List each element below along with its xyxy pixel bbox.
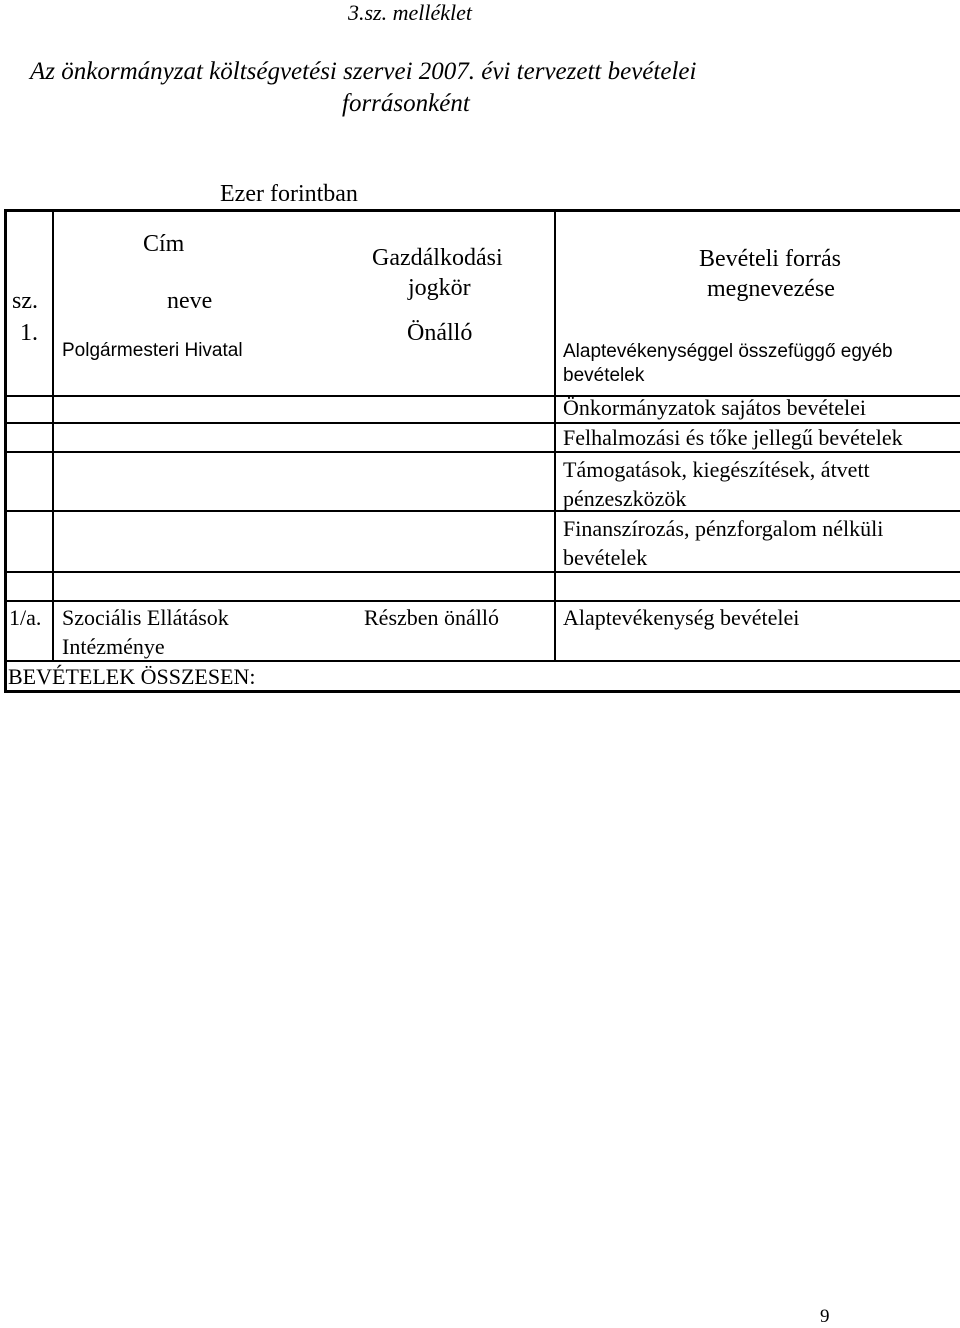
header-name: neve — [167, 288, 213, 314]
header-num: sz. — [12, 288, 38, 314]
table-bottom-border — [4, 690, 960, 693]
row1-source-1: Alaptevékenységgel összefüggő egyéb bevételek — [563, 341, 893, 386]
row-divider — [4, 451, 960, 453]
total-label: BEVÉTELEK ÖSSZESEN: — [8, 664, 256, 689]
row1-authority: Önálló — [407, 320, 473, 346]
document-title-line1: Az önkormányzat költségvetési szervei 2007. évi tervezett bevételei — [30, 58, 697, 85]
row1-source-3: Felhalmozási és tőke jellegű bevételek — [563, 425, 903, 450]
header-authority-line1: Gazdálkodási — [372, 245, 503, 271]
header-source-line2: megnevezése — [707, 276, 835, 302]
unit-label: Ezer forintban — [220, 181, 358, 207]
row-divider — [4, 660, 960, 662]
table-top-border-right — [556, 209, 960, 212]
row2-num: 1/a. — [9, 605, 42, 630]
row-divider — [4, 600, 960, 602]
row1-source-5: Finanszírozás, pénzforgalom nélküli bevételek — [563, 516, 884, 570]
row1-name: Polgármesteri Hivatal — [62, 340, 243, 361]
header-title: Cím — [143, 231, 185, 257]
header-source-line1: Bevételi forrás — [699, 246, 841, 272]
document-title-line2: forrásonként — [342, 90, 470, 117]
row1-source-4: Támogatások, kiegészítések, átvett pénzeszközök — [563, 457, 870, 511]
row2-name-line1: Szociális Ellátások — [62, 605, 229, 630]
row2-name-line2: Intézménye — [62, 634, 165, 659]
row1-source-2: Önkormányzatok sajátos bevételei — [563, 395, 867, 420]
column-divider — [52, 209, 54, 661]
header-authority-line2: jogkör — [408, 275, 471, 301]
row1-num: 1. — [20, 320, 38, 346]
row2-authority: Részben önálló — [364, 605, 500, 630]
column-divider — [554, 209, 556, 661]
table-left-border — [4, 209, 7, 692]
row-divider — [4, 422, 960, 424]
row2-source: Alaptevékenység bevételei — [563, 605, 800, 630]
appendix-label: 3.sz. melléklet — [348, 0, 473, 25]
table-top-border — [4, 209, 556, 212]
page-number: 9 — [820, 1306, 830, 1327]
